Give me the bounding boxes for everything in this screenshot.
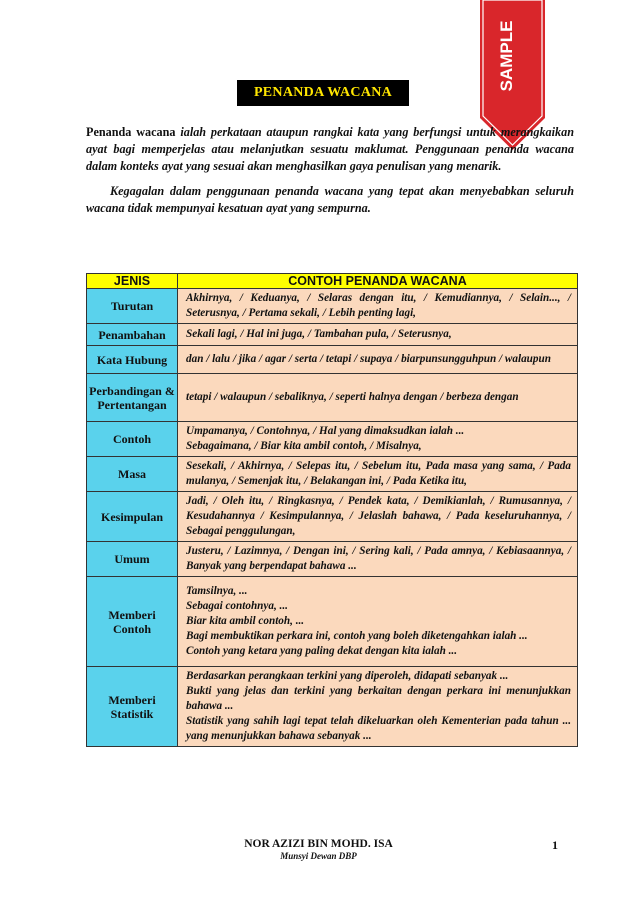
contoh-line: Sebagaimana, / Biar kita ambil contoh, / Misalnya, bbox=[186, 440, 422, 452]
row-contoh bbox=[178, 289, 578, 324]
intro-text bbox=[86, 124, 574, 221]
intro-definition: ialah perkataan ataupun rangkai kata yang berfungsi untuk merangkaikan ayat bagi memperjelas atau melanjutkan sesuatu maklumat. Penggunaan penanda wacana dalam konteks ayat yang sesuai akan menghasilkan gaya penulisan yang menarik. bbox=[86, 125, 574, 173]
row-jenis: Contoh bbox=[87, 422, 178, 457]
table-row bbox=[87, 289, 578, 324]
row-contoh bbox=[178, 346, 578, 374]
contoh-line: Tamsilnya, ... bbox=[186, 585, 248, 597]
contoh-line: Biar kita ambil contoh, ... bbox=[186, 615, 305, 627]
table-row bbox=[87, 667, 578, 747]
table-row bbox=[87, 422, 578, 457]
intro-paragraph-2 bbox=[86, 183, 574, 217]
penanda-wacana-table bbox=[86, 273, 578, 747]
contoh-line: tetapi / walaupun / sebaliknya, / seperti halnya dengan / berbeza dengan bbox=[186, 391, 519, 403]
row-contoh bbox=[178, 577, 578, 667]
row-jenis: Memberi Statistik bbox=[87, 667, 178, 747]
page-title: PENANDA WACANA bbox=[253, 85, 393, 100]
row-jenis: Perbandingan & Pertentangan bbox=[87, 374, 178, 422]
contoh-line: Umpamanya, / Contohnya, / Hal yang dimaksudkan ialah ... bbox=[186, 425, 465, 437]
intro-term: Penanda wacana bbox=[86, 125, 176, 139]
row-jenis: Turutan bbox=[87, 289, 178, 324]
contoh-line: Bukti yang jelas dan terkini yang berkaitan dengan perkara ini menunjukkan bahawa ... bbox=[186, 685, 571, 712]
row-jenis: Umum bbox=[87, 542, 178, 577]
contoh-line: Justeru, / Lazimnya, / Dengan ini, / Sering kali, / Pada amnya, / Kebiasaannya, / Banyak yang berpendapat bahawa ... bbox=[186, 545, 571, 572]
contoh-line: Berdasarkan perangkaan terkini yang diperoleh, didapati sebanyak ... bbox=[186, 670, 509, 682]
contoh-line: Bagi membuktikan perkara ini, contoh yang boleh diketengahkan ialah ... bbox=[186, 630, 528, 642]
footer bbox=[0, 838, 637, 861]
contoh-line: dan / lalu / jika / agar / serta / tetapi / supaya / biarpunsungguhpun / walaupun bbox=[186, 353, 551, 365]
contoh-line: Sekali lagi, / Hal ini juga, / Tambahan pula, / Seterusnya, bbox=[186, 328, 452, 340]
row-jenis: Kesimpulan bbox=[87, 492, 178, 542]
footer-author: NOR AZIZI BIN MOHD. ISA bbox=[244, 838, 393, 850]
footer-role: Munsyi Dewan DBP bbox=[280, 851, 357, 861]
intro-paragraph-2-text: Kegagalan dalam penggunaan penanda wacana yang tepat akan menyebabkan seluruh wacana tidak mempunyai kesatuan ayat yang sempurna. bbox=[86, 184, 574, 215]
contoh-line: Akhirnya, / Keduanya, / Selaras dengan itu, / Kemudiannya, / Selain..., / Seterusnya, / Pertama sekali, / Lebih penting lagi, bbox=[186, 292, 571, 319]
row-contoh bbox=[178, 374, 578, 422]
table-row bbox=[87, 492, 578, 542]
row-jenis: Memberi Contoh bbox=[87, 577, 178, 667]
row-jenis: Kata Hubung bbox=[87, 346, 178, 374]
row-contoh bbox=[178, 492, 578, 542]
watermark-text: SAMPLE bbox=[497, 20, 516, 92]
table-header-row bbox=[87, 274, 578, 289]
row-jenis: Masa bbox=[87, 457, 178, 492]
header-jenis: JENIS bbox=[87, 274, 178, 289]
table-row bbox=[87, 324, 578, 346]
row-contoh bbox=[178, 422, 578, 457]
intro-paragraph-1 bbox=[86, 124, 574, 175]
table-row bbox=[87, 374, 578, 422]
row-contoh bbox=[178, 457, 578, 492]
contoh-line: Sebagai contohnya, ... bbox=[186, 600, 288, 612]
row-contoh bbox=[178, 324, 578, 346]
contoh-line: Jadi, / Oleh itu, / Ringkasnya, / Pendek kata, / Demikianlah, / Rumusannya, / Kesudahannya / Kesimpulannya, / Jelaslah bahawa, / Pada keseluruhannya, / Sebagai penggulungan, bbox=[186, 495, 571, 537]
row-contoh bbox=[178, 542, 578, 577]
contoh-line: Sesekali, / Akhirnya, / Selepas itu, / Sebelum itu, Pada masa yang sama, / Pada mulanya, / Semenjak itu, / Belakangan ini, / Pada Ketika itu, bbox=[186, 460, 571, 487]
contoh-line: Contoh yang ketara yang paling dekat dengan kita ialah ... bbox=[186, 645, 458, 657]
row-jenis: Penambahan bbox=[87, 324, 178, 346]
row-contoh bbox=[178, 667, 578, 747]
table-row bbox=[87, 542, 578, 577]
page-number: 1 bbox=[552, 838, 558, 852]
table-row bbox=[87, 457, 578, 492]
contoh-line: Statistik yang sahih lagi tepat telah dikeluarkan oleh Kementerian pada tahun ... yang menunjukkan bahawa sebanyak ... bbox=[186, 715, 571, 742]
table-row bbox=[87, 346, 578, 374]
table-row bbox=[87, 577, 578, 667]
header-contoh: CONTOH PENANDA WACANA bbox=[178, 274, 578, 289]
page-title-box bbox=[237, 80, 409, 106]
